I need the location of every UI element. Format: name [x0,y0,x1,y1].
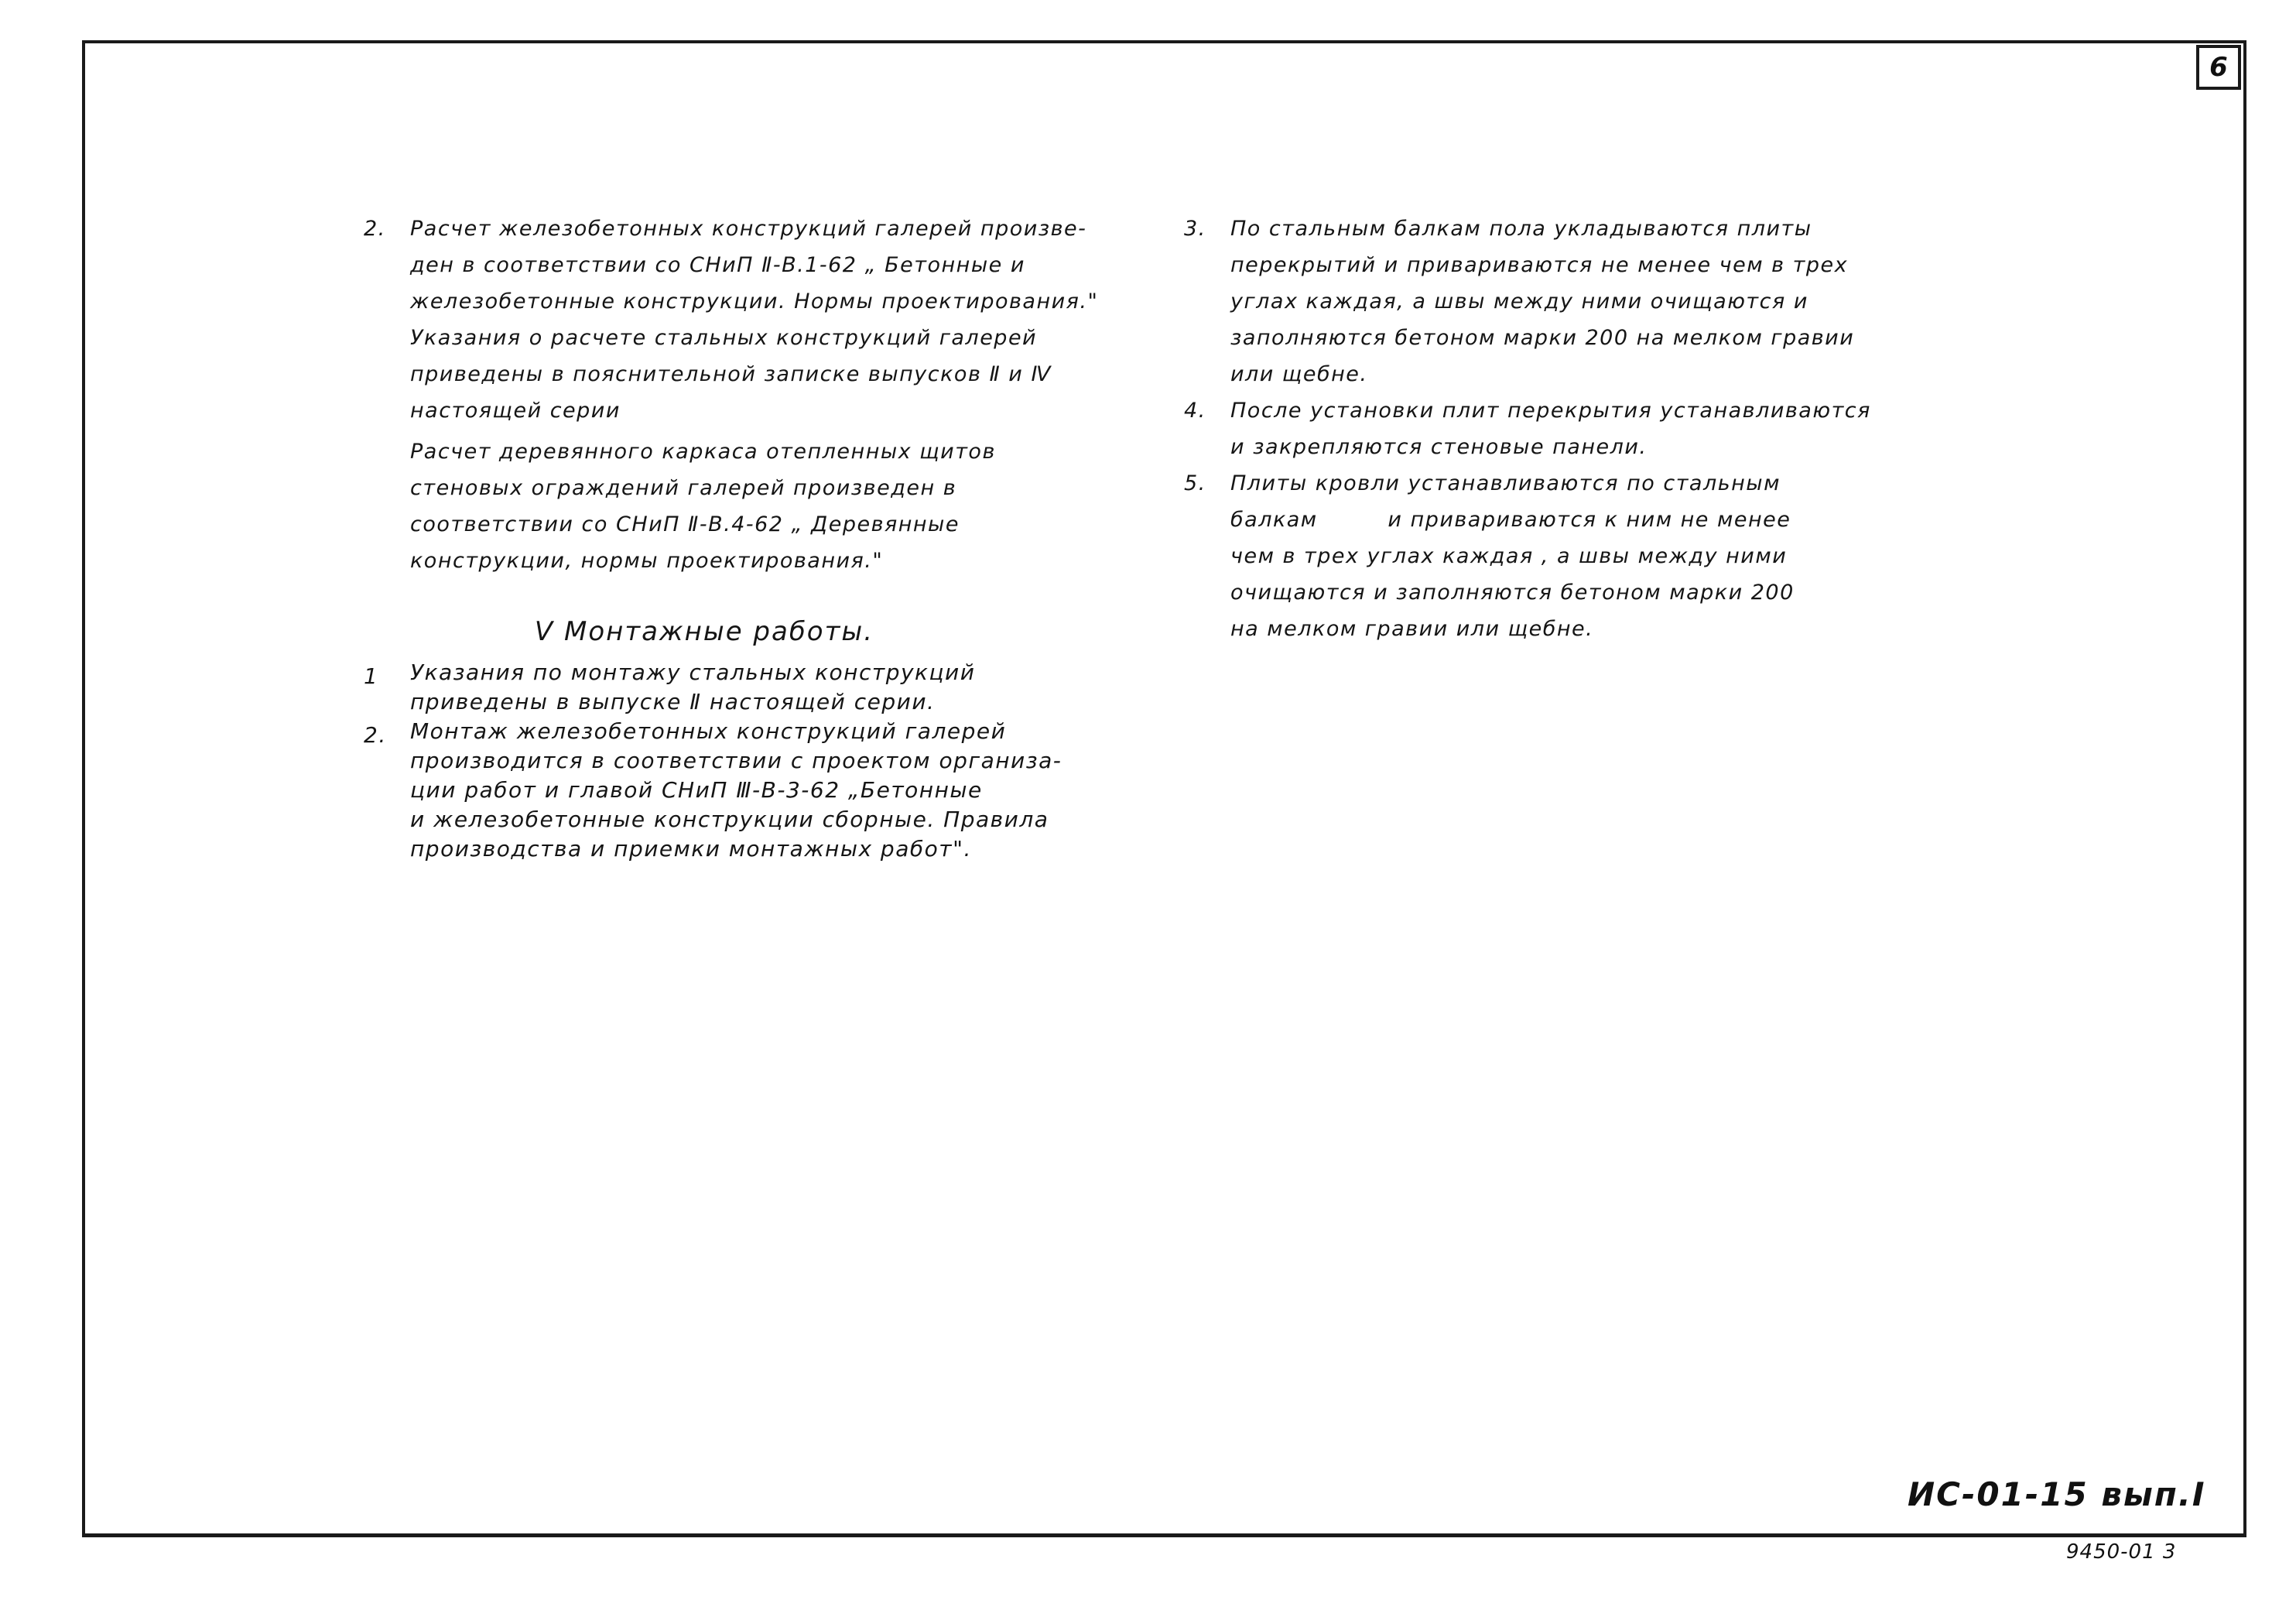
text-line: заполняются бетоном марки 200 на мелком гравии [1230,326,1855,350]
note-paragraph-wood [364,433,1060,579]
montage-list [364,658,1060,864]
text-line: По стальным балкам пола укладываются плиты [1230,217,1812,241]
text-line: соответствии со СНиП Ⅱ-В.4-62 „ Деревянные [410,512,960,536]
text-line: железобетонные конструкции. Нормы проектирования." [410,290,1099,313]
text-line: и закрепляются стеновые панели. [1230,435,1648,459]
document-code: ИС-01-15 вып.Ⅰ [1908,1475,2206,1513]
page-number-box [2196,45,2241,90]
note-number: 3. [1184,217,1206,241]
text-line: Указания о расчете стальных конструкций галерей [410,326,1038,350]
text-line: очищаются и заполняются бетоном марки 200 [1230,581,1795,605]
montage-item-2 [364,717,1060,864]
note-item-4 [1184,392,1904,465]
text-line: стеновых ограждений галерей произведен в [410,476,957,500]
note-number: 2. [364,217,386,241]
text-line: углах каждая, а швы между ними очищаются и [1230,290,1808,313]
note-number: 1 [364,663,379,689]
note-number: 4. [1184,399,1206,423]
text-line: производства и приемки монтажных работ". [410,836,972,862]
text-line: настоящей серии [410,399,621,423]
text-line: приведены в пояснительной записке выпусков Ⅱ и Ⅳ [410,362,1052,386]
text-line: конструкции, нормы проектирования." [410,549,884,573]
text-line: ден в соответствии со СНиП Ⅱ-В.1-62 „ Бетонные и [410,253,1025,277]
note-item-5 [1184,465,1904,647]
text-line: производится в соответствии с проектом организа- [410,748,1062,773]
text-line: Расчет деревянного каркаса отепленных щитов [410,440,996,464]
text-line: или щебне. [1230,362,1368,386]
text-line: приведены в выпуске Ⅱ настоящей серии. [410,689,936,714]
text-line: Расчет железобетонных конструкций галерей произве- [410,217,1087,241]
text-line: Указания по монтажу стальных конструкций [410,660,976,685]
left-text-column [364,211,1099,864]
text-line: на мелком гравии или щебне. [1230,617,1594,641]
sheet-inventory-number: 9450-01 3 [2066,1540,2177,1564]
note-number: 2. [364,722,387,748]
text-line: и железобетонные конструкции сборные. Правила [410,807,1049,832]
montage-item-1 [364,658,1060,717]
text-line: балкам и привариваются к ним не менее [1230,508,1791,532]
text-line: ции работ и главой СНиП Ⅲ-В-3-62 „Бетонные [410,777,983,803]
note-item-3 [1184,211,1904,392]
page-number: 6 [2209,52,2228,83]
text-line: После установки плит перекрытия устанавливаются [1230,399,1871,423]
text-line: Плиты кровли устанавливаются по стальным [1230,471,1781,495]
right-text-column [1184,211,1904,647]
section-heading: Ⅴ Монтажные работы. [534,616,874,647]
text-line: Монтаж железобетонных конструкций галерей [410,718,1007,744]
text-line: перекрытий и привариваются не менее чем в трех [1230,253,1849,277]
note-number: 5. [1184,471,1206,495]
text-line: чем в трех углах каждая , а швы между ними [1230,544,1788,568]
note-item-2 [364,211,1099,429]
